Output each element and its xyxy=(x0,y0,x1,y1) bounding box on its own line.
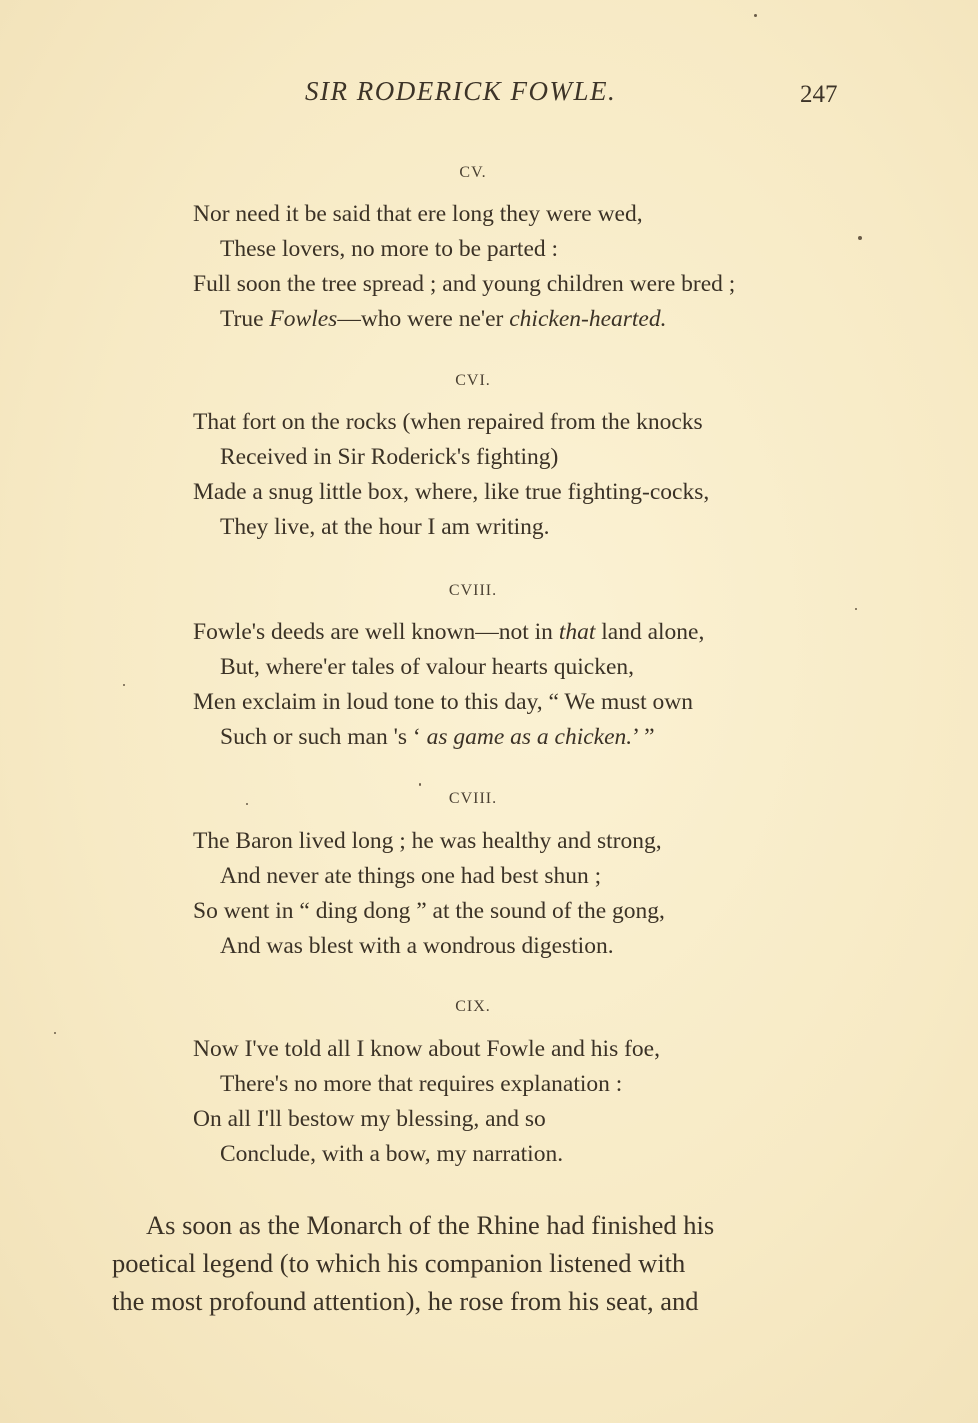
stanza-number: CVIII. xyxy=(448,582,498,599)
verse-line: They live, at the hour I am writing. xyxy=(220,514,550,540)
verse-line: So went in “ ding dong ” at the sound of the gong, xyxy=(193,898,665,924)
verse-line: And never ate things one had best shun ; xyxy=(220,863,602,889)
scan-speck xyxy=(246,803,248,805)
scan-speck xyxy=(123,684,125,686)
verse-line: On all I'll bestow my blessing, and so xyxy=(193,1106,546,1132)
italic-emphasis: Fowles xyxy=(269,306,338,332)
verse-line: Conclude, with a bow, my narration. xyxy=(220,1141,564,1167)
running-title: SIR RODERICK FOWLE. xyxy=(305,76,617,106)
verse-line: There's no more that requires explanation : xyxy=(220,1071,623,1097)
verse-line: Made a snug little box, where, like true fighting-cocks, xyxy=(193,479,710,505)
verse-line: Received in Sir Roderick's fighting) xyxy=(220,444,559,470)
scan-speck xyxy=(855,608,857,610)
verse-line: Men exclaim in loud tone to this day, “ We must own xyxy=(193,689,694,715)
verse-line: Nor need it be said that ere long they were wed, xyxy=(193,201,643,227)
stanza-number: CV. xyxy=(459,164,487,181)
stanza-number: CVIII. xyxy=(448,790,498,807)
verse-line: These lovers, no more to be parted : xyxy=(220,236,559,262)
verse-line: Such or such man 's ‘ as game as a chicken.’ ” xyxy=(220,724,655,750)
verse-line: The Baron lived long ; he was healthy and strong, xyxy=(193,828,662,854)
stanza-number: CVI. xyxy=(455,372,491,389)
stanza-number: CIX. xyxy=(455,998,491,1015)
scan-speck xyxy=(754,14,757,17)
italic-emphasis: as game as a chicken. xyxy=(426,724,633,750)
italic-emphasis: that xyxy=(558,619,596,645)
scan-speck xyxy=(54,1032,56,1034)
verse-line: True Fowles—who were ne'er chicken-hearted. xyxy=(220,306,667,332)
verse-line: Now I've told all I know about Fowle and his foe, xyxy=(193,1036,660,1062)
running-head xyxy=(0,76,978,116)
scan-speck xyxy=(858,236,862,240)
prose-line: the most profound attention), he rose from his seat, and xyxy=(112,1286,699,1316)
italic-emphasis: chicken-hearted. xyxy=(509,306,667,332)
verse-line: Fowle's deeds are well known—not in that land alone, xyxy=(193,619,705,645)
verse-line: Full soon the tree spread ; and young children were bred ; xyxy=(193,271,736,297)
prose-line: poetical legend (to which his companion listened with xyxy=(112,1248,686,1278)
verse-line: But, where'er tales of valour hearts quicken, xyxy=(220,654,635,680)
verse-line: That fort on the rocks (when repaired from the knocks xyxy=(193,409,703,435)
page-number: 247 xyxy=(800,81,838,108)
scan-speck xyxy=(419,783,421,786)
prose-line: As soon as the Monarch of the Rhine had finished his xyxy=(146,1210,715,1240)
verse-line: And was blest with a wondrous digestion. xyxy=(220,933,614,959)
